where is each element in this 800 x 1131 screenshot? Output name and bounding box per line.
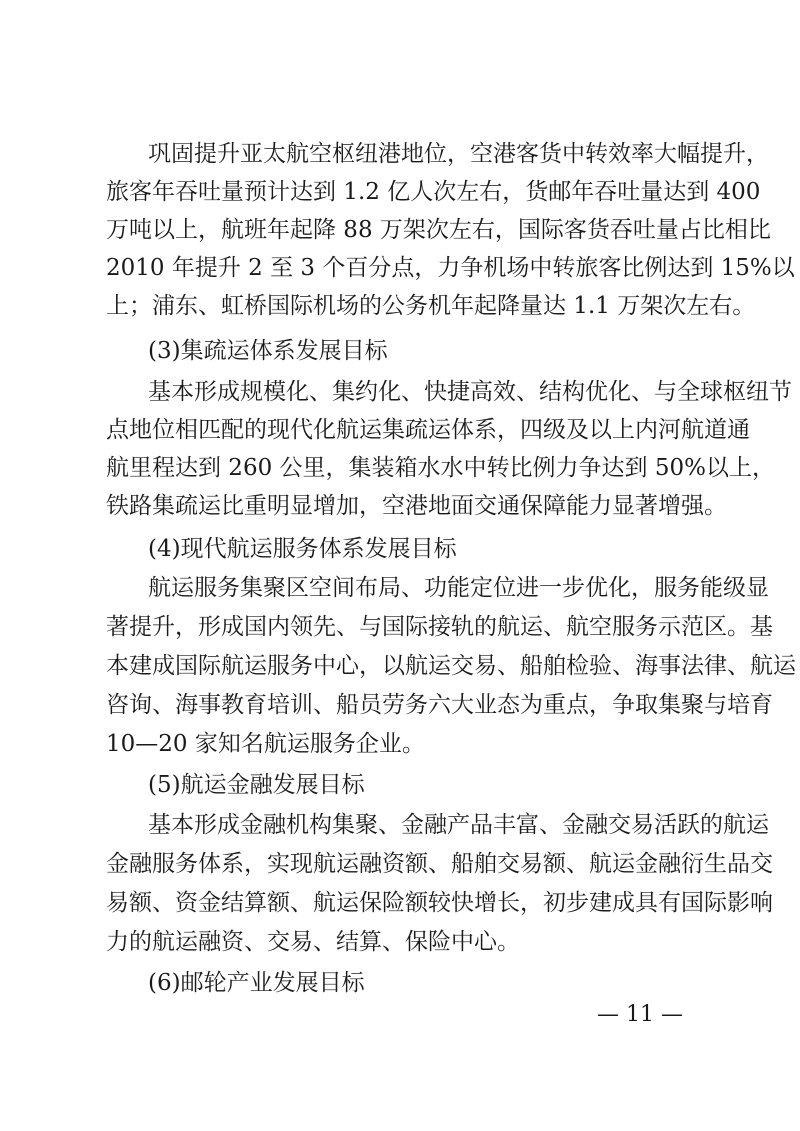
paragraph-2-line-3: 航里程达到 260 公里，集装箱水水中转比例力争达到 50%以上，	[106, 455, 775, 481]
paragraph-1-line-4: 2010 年提升 2 至 3 个百分点，力争机场中转旅客比例达到 15%以	[106, 255, 795, 281]
section-heading-4: (4)现代航运服务体系发展目标	[148, 536, 457, 562]
paragraph-2-line-4: 铁路集疏运比重明显增加，空港地面交通保障能力显著增强。	[106, 493, 727, 519]
paragraph-4-line-2: 金融服务体系，实现航运融资额、船舶交易额、航运金融衍生品交	[106, 851, 773, 877]
paragraph-3-line-4: 咨询、海事教育培训、船员劳务六大业态为重点，争取集聚与培育	[106, 692, 773, 718]
section-heading-6: (6)邮轮产业发展目标	[148, 970, 365, 996]
paragraph-3-line-5: 10—20 家知名航运服务企业。	[106, 731, 425, 757]
paragraph-3-line-3: 本建成国际航运服务中心，以航运交易、船舶检验、海事法律、航运	[106, 653, 796, 679]
paragraph-3-line-1: 航运服务集聚区空间布局、功能定位进一步优化，服务能级显	[148, 575, 769, 601]
paragraph-4-line-4: 力的航运融资、交易、结算、保险中心。	[106, 929, 520, 955]
section-heading-5: (5)航运金融发展目标	[148, 772, 365, 798]
section-heading-3: (3)集疏运体系发展目标	[148, 338, 388, 364]
paragraph-2-line-1: 基本形成规模化、集约化、快捷高效、结构优化、与全球枢纽节	[148, 379, 792, 405]
paragraph-2-line-2: 点地位相匹配的现代化航运集疏运体系，四级及以上内河航道通	[106, 417, 750, 443]
paragraph-1-line-3: 万吨以上，航班年起降 88 万架次左右，国际客货吞吐量占比相比	[106, 217, 771, 243]
paragraph-4-line-3: 易额、资金结算额、航运保险额较快增长，初步建成具有国际影响	[106, 890, 773, 916]
paragraph-1-line-2: 旅客年吞吐量预计达到 1.2 亿人次左右，货邮年吞吐量达到 400	[106, 179, 761, 205]
paragraph-3-line-2: 著提升，形成国内领先、与国际接轨的航运、航空服务示范区。基	[106, 614, 773, 640]
paragraph-4-line-1: 基本形成金融机构集聚、金融产品丰富、金融交易活跃的航运	[148, 812, 769, 838]
page-number: — 11 —	[597, 1002, 683, 1027]
paragraph-1-line-5: 上；浦东、虹桥国际机场的公务机年起降量达 1.1 万架次左右。	[106, 293, 756, 319]
paragraph-1-line-1: 巩固提升亚太航空枢纽港地位，空港客货中转效率大幅提升，	[148, 141, 769, 167]
